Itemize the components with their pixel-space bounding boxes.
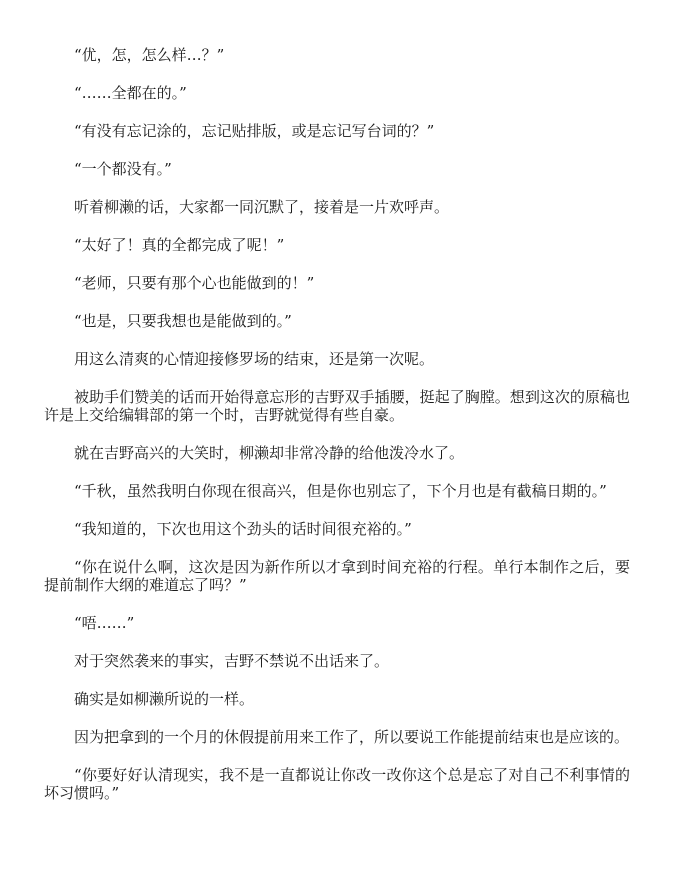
paragraph: “有没有忘记涂的，忘记贴排版，或是忘记写台词的？” (74, 122, 435, 140)
paragraph: “太好了！真的全都完成了呢！” (74, 236, 285, 254)
paragraph: “……全都在的。” (74, 84, 187, 102)
paragraph: “我知道的，下次也用这个劲头的话时间很充裕的。” (74, 520, 412, 538)
paragraph: “唔……” (74, 614, 135, 632)
paragraph: “千秋，虽然我明白你现在很高兴，但是你也别忘了，下个月也是有截稿日期的。” (74, 482, 607, 500)
paragraph: “一个都没有。” (74, 160, 172, 178)
paragraph: “优，怎，怎么样…？” (74, 46, 225, 64)
paragraph: 就在吉野高兴的大笑时，柳濑却非常冷静的给他泼冷水了。 (74, 444, 465, 462)
paragraph: “老师，只要有那个心也能做到的！” (74, 274, 315, 292)
paragraph: 听着柳濑的话，大家都一同沉默了，接着是一片欢呼声。 (74, 198, 450, 216)
paragraph: 用这么清爽的心情迎接修罗场的结束，还是第一次呢。 (74, 350, 435, 368)
paragraph: “也是，只要我想也是能做到的。” (74, 312, 292, 330)
paragraph: “你要好好认清现实，我不是一直都说让你改一改你这个总是忘了对自己不利事情的坏习惯吗。” (44, 766, 630, 802)
novel-page (44, 46, 630, 822)
paragraph: “你在说什么啊，这次是因为新作所以才拿到时间充裕的行程。单行本制作之后，要提前制作大纲的难道忘了吗？” (44, 558, 630, 594)
paragraph: 对于突然袭来的事实，吉野不禁说不出话来了。 (74, 652, 390, 670)
paragraph: 被助手们赞美的话而开始得意忘形的吉野双手插腰，挺起了胸膛。想到这次的原稿也许是上交给编辑部的第一个时，吉野就觉得有些自豪。 (44, 388, 630, 424)
paragraph: 确实是如柳濑所说的一样。 (74, 690, 255, 708)
paragraph: 因为把拿到的一个月的休假提前用来工作了，所以要说工作能提前结束也是应该的。 (74, 728, 630, 746)
